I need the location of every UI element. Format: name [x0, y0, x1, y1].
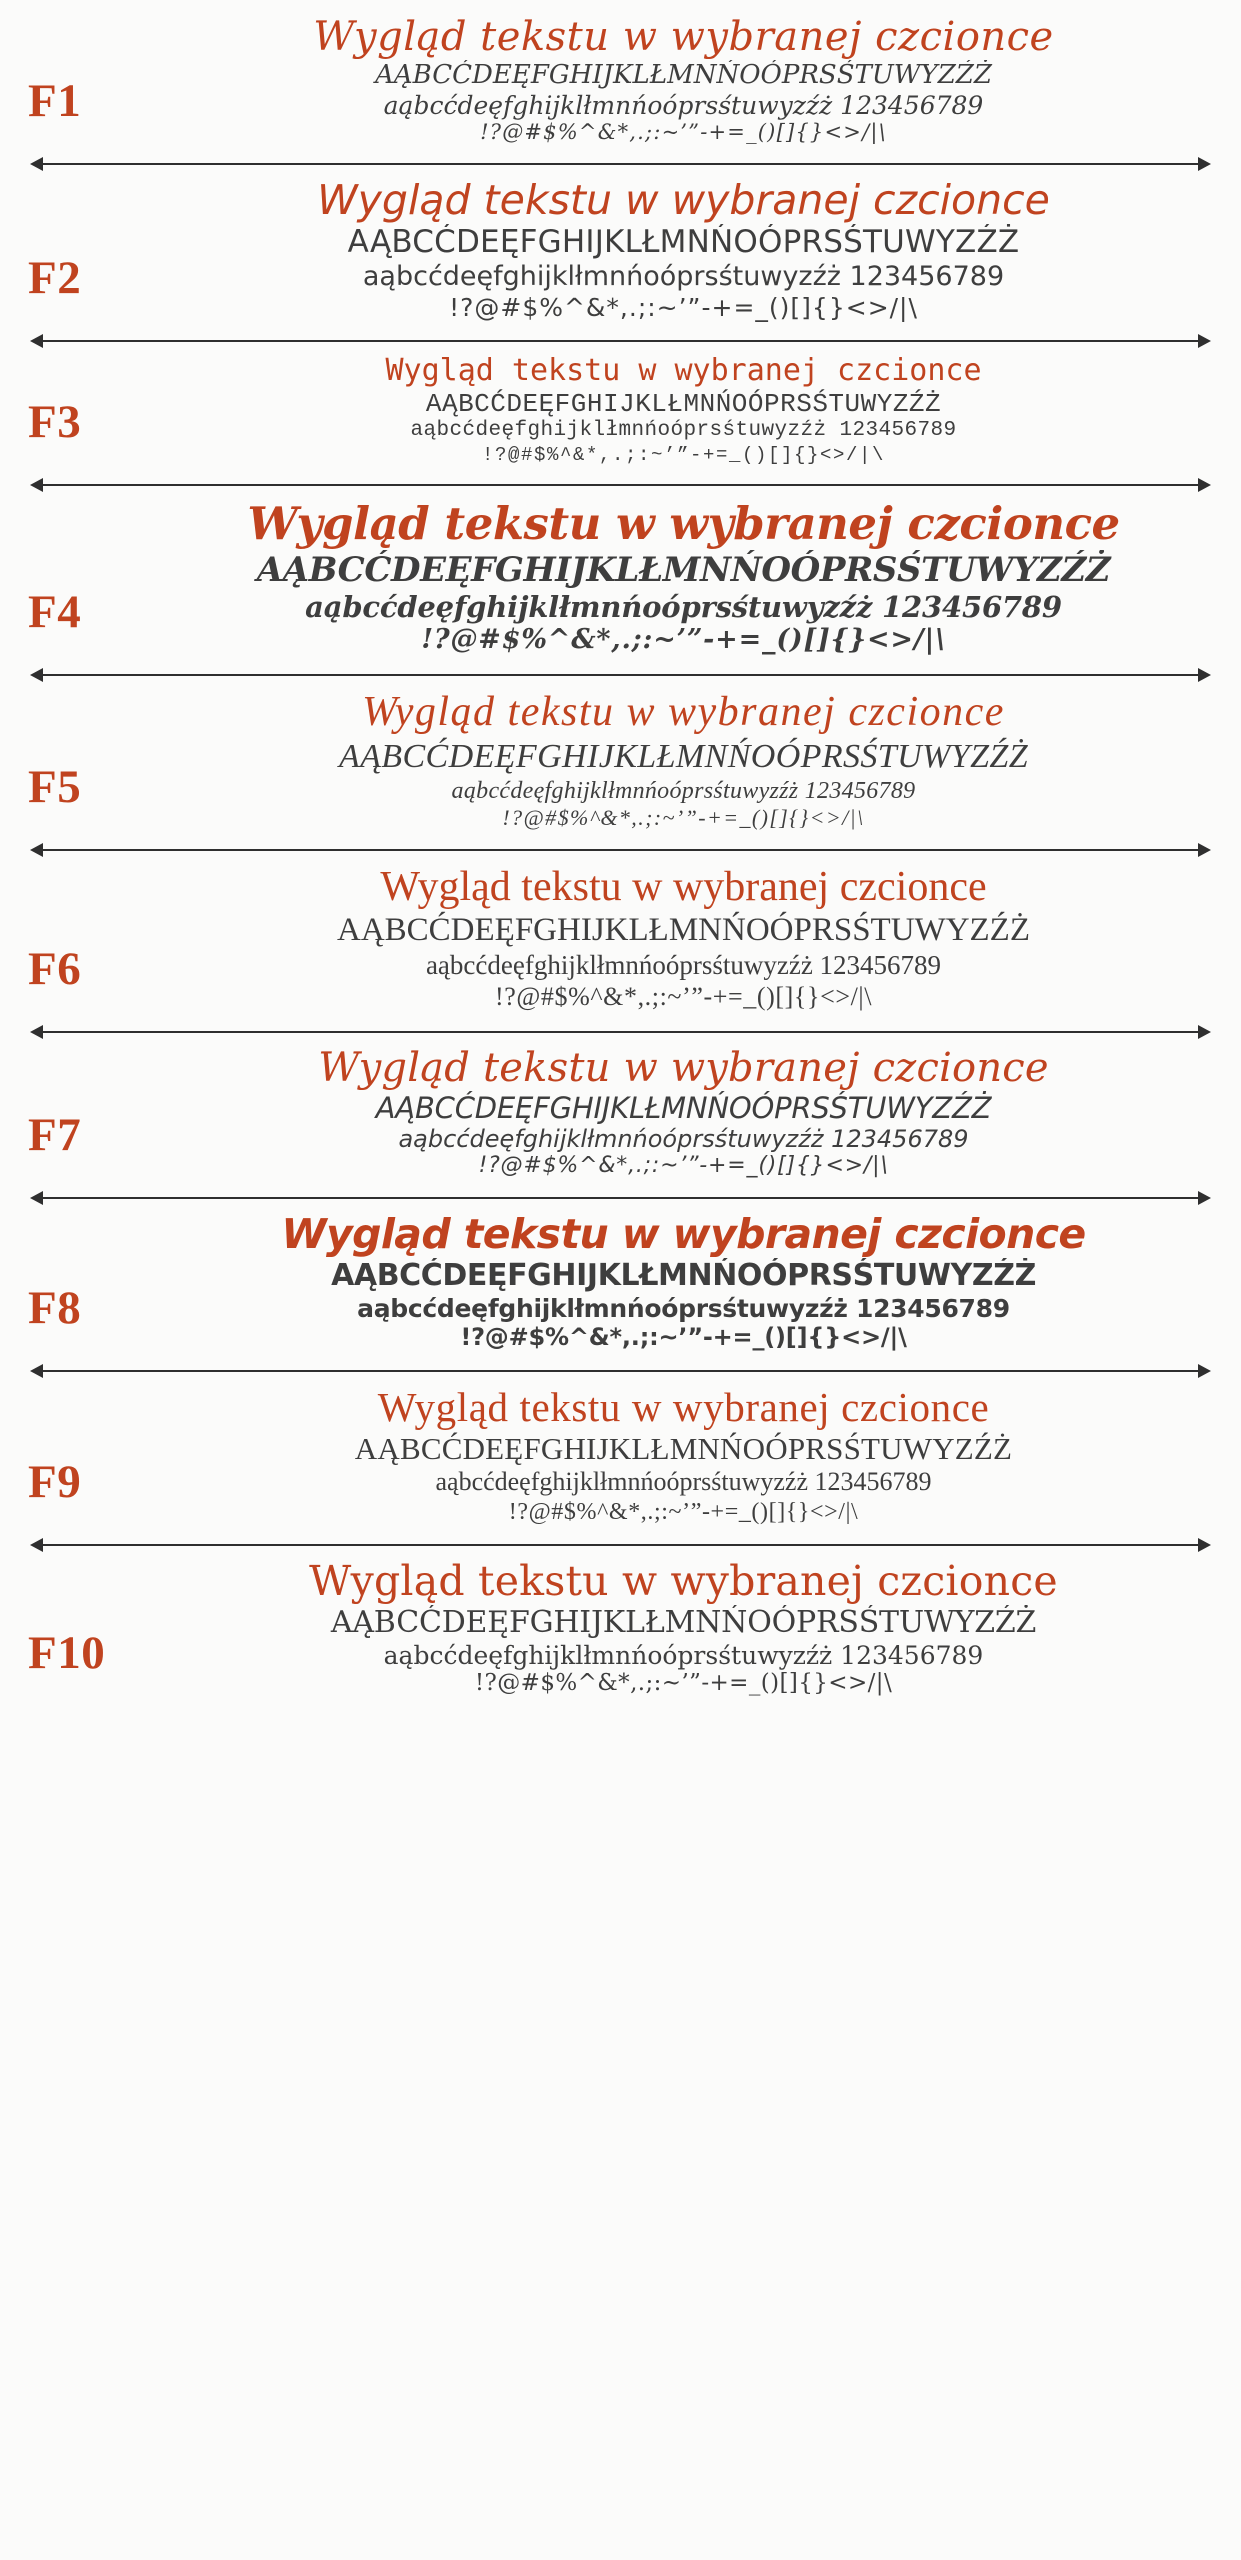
specimen-symbols-f7: !?@#$%^&*,.;:~’”-+=_()[]{}<>/|\	[478, 1153, 889, 1179]
arrow-right-icon	[1198, 334, 1211, 348]
divider-line	[42, 1544, 1199, 1546]
specimen-label-f10: F10	[28, 1627, 106, 1680]
arrow-right-icon	[1198, 1025, 1211, 1039]
specimen-lowercase-f9: aąbcćdeęfghijklłmnńoóprsśtuwyzźż 123456789	[435, 1467, 932, 1497]
specimen-title-f4: Wygląd tekstu w wybranej czcionce	[247, 498, 1120, 551]
divider-rule-9	[28, 1538, 1213, 1552]
divider-line	[42, 1370, 1199, 1372]
specimen-f9	[18, 1380, 1223, 1533]
specimen-symbols-f1: !?@#$%^&*,.;:~’”-+=_()[]{}<>/|\	[480, 120, 887, 145]
specimen-uppercase-f1: AĄBCĆDEĘFGHIJKLŁMNŃOÓPRSŚTUWYZŹŻ	[375, 60, 992, 90]
specimen-f2	[18, 173, 1223, 328]
specimen-uppercase-f4: AĄBCĆDEĘFGHIJKLŁMNŃOÓPRSŚTUWYZŹŻ	[256, 550, 1111, 591]
specimen-uppercase-f7: AĄBCĆDEĘFGHIJKLŁMNŃOÓPRSŚTUWYZŹŻ	[375, 1090, 992, 1125]
arrow-right-icon	[1198, 668, 1211, 682]
arrow-right-icon	[1198, 1538, 1211, 1552]
divider-line	[42, 484, 1199, 486]
specimen-label-f8: F8	[28, 1281, 82, 1334]
specimen-label-f2: F2	[28, 252, 82, 305]
specimen-block-f2	[150, 177, 1217, 322]
arrow-right-icon	[1198, 1191, 1211, 1205]
specimen-lowercase-f7: aąbcćdeęfghijklłmnńoóprsśtuwyzźż 123456789	[398, 1124, 969, 1153]
divider-rule-8	[28, 1364, 1213, 1378]
specimen-f6	[18, 859, 1223, 1019]
specimen-uppercase-f9: AĄBCĆDEĘFGHIJKLŁMNŃOÓPRSŚTUWYZŹŻ	[354, 1430, 1013, 1466]
specimen-block-f1	[150, 14, 1217, 145]
specimen-title-f6: Wygląd tekstu w wybranej czcionce	[380, 863, 987, 910]
divider-line	[42, 340, 1199, 342]
specimen-lowercase-f1: aąbcćdeęfghijklłmnńoóprsśtuwyzźż 123456789	[383, 90, 984, 120]
specimen-symbols-f6: !?@#$%^&*,.;:~’”-+=_()[]{}<>/|\	[494, 982, 873, 1012]
specimen-symbols-f3: !?@#$%^&*,.;:~’”-+=_()[]{}<>/|\	[481, 443, 886, 466]
specimen-f5	[18, 684, 1223, 837]
specimen-lowercase-f3: aąbcćdeęfghijklłmnńoóprsśtuwyzźż 123456789	[410, 419, 957, 443]
specimen-lowercase-f8: aąbcćdeęfghijklłmnńoóprsśtuwyzźż 123456789	[357, 1293, 1010, 1323]
divider-rule-2	[28, 334, 1213, 348]
specimen-lowercase-f10: aąbcćdeęfghijklłmnńoóprsśtuwyzźż 123456789	[383, 1640, 984, 1670]
specimen-symbols-f5: !?@#$%^&*,.;:~’”-+=_()[]{}<>/|\	[502, 805, 865, 831]
arrow-right-icon	[1198, 1364, 1211, 1378]
arrow-right-icon	[1198, 157, 1211, 171]
specimen-symbols-f9: !?@#$%^&*,.;:~’”-+=_()[]{}<>/|\	[508, 1498, 859, 1525]
specimen-uppercase-f8: AĄBCĆDEĘFGHIJKLŁMNŃOÓPRSŚTUWYZŹŻ	[331, 1258, 1036, 1294]
specimen-title-f2: Wygląd tekstu w wybranej czcionce	[317, 176, 1050, 224]
specimen-symbols-f10: !?@#$%^&*,.;:~’”-+=_()[]{}<>/|\	[474, 1670, 893, 1697]
divider-line	[42, 849, 1199, 851]
specimen-title-f5: Wygląd tekstu w wybranej czcionce	[362, 689, 1005, 736]
specimen-lowercase-f5: aąbcćdeęfghijklłmnńoóprsśtuwyzźż 123456789	[451, 777, 916, 804]
specimen-title-f1: Wygląd tekstu w wybranej czcionce	[313, 14, 1054, 60]
divider-rule-4	[28, 668, 1213, 682]
specimen-block-f3	[150, 354, 1217, 466]
specimen-label-f3: F3	[28, 396, 82, 449]
divider-rule-6	[28, 1025, 1213, 1039]
specimen-block-f5	[150, 688, 1217, 831]
specimen-label-f6: F6	[28, 942, 82, 995]
specimen-lowercase-f2: aąbcćdeęfghijklłmnńoóprsśtuwyzźż 123456789	[362, 260, 1005, 292]
arrow-right-icon	[1198, 843, 1211, 857]
specimen-label-f1: F1	[28, 74, 82, 127]
specimen-uppercase-f2: AĄBCĆDEĘFGHIJKLŁMNŃOÓPRSŚTUWYZŹŻ	[347, 224, 1020, 261]
specimen-f8	[18, 1207, 1223, 1357]
specimen-label-f9: F9	[28, 1456, 82, 1509]
divider-rule-7	[28, 1191, 1213, 1205]
specimen-f3	[18, 350, 1223, 472]
divider-line	[42, 674, 1199, 676]
specimen-label-f5: F5	[28, 760, 82, 813]
specimen-lowercase-f4: aąbcćdeęfghijklłmnńoóprsśtuwyzźż 123456789	[305, 590, 1062, 625]
specimen-uppercase-f3: AĄBCĆDEĘFGHIJKLŁMNŃOÓPRSŚTUWYZŹŻ	[425, 388, 942, 419]
specimen-label-f4: F4	[28, 586, 82, 639]
specimen-uppercase-f5: AĄBCĆDEĘFGHIJKLŁMNŃOÓPRSŚTUWYZŹŻ	[338, 737, 1029, 775]
specimen-block-f6	[150, 863, 1217, 1013]
specimen-f4	[18, 494, 1223, 662]
specimen-f7	[18, 1041, 1223, 1185]
specimen-symbols-f8: !?@#$%^&*,.;:~’”-+=_()[]{}<>/|\	[460, 1323, 907, 1352]
specimen-lowercase-f6: aąbcćdeęfghijklłmnńoóprsśtuwyzźż 123456789	[425, 950, 942, 981]
specimen-f10	[18, 1554, 1223, 1703]
divider-rule-5	[28, 843, 1213, 857]
specimen-uppercase-f6: AĄBCĆDEĘFGHIJKLŁMNŃOÓPRSŚTUWYZŹŻ	[336, 912, 1031, 949]
divider-rule-3	[28, 478, 1213, 492]
specimen-title-f10: Wygląd tekstu w wybranej czcionce	[309, 1558, 1058, 1606]
specimen-title-f7: Wygląd tekstu w wybranej czcionce	[318, 1044, 1049, 1091]
arrow-right-icon	[1198, 478, 1211, 492]
specimen-symbols-f2: !?@#$%^&*,.;:~’”-+=_()[]{}<>/|\	[449, 292, 918, 322]
specimen-title-f3: Wygląd tekstu w wybranej czcionce	[385, 354, 982, 389]
specimen-uppercase-f10: AĄBCĆDEĘFGHIJKLŁMNŃOÓPRSŚTUWYZŹŻ	[330, 1605, 1037, 1641]
specimen-block-f10	[150, 1558, 1217, 1697]
specimen-block-f9	[150, 1384, 1217, 1527]
divider-line	[42, 1197, 1199, 1199]
specimen-title-f9: Wygląd tekstu w wybranej czcionce	[377, 1383, 990, 1430]
specimen-block-f4	[150, 498, 1217, 656]
specimen-symbols-f4: !?@#$%^&*,.;:~’”-+=_()[]{}<>/|\	[421, 624, 946, 656]
specimen-label-f7: F7	[28, 1109, 82, 1162]
divider-line	[42, 1031, 1199, 1033]
divider-line	[42, 163, 1199, 165]
divider-rule-1	[28, 157, 1213, 171]
specimen-block-f7	[150, 1045, 1217, 1179]
specimen-block-f8	[150, 1211, 1217, 1351]
specimen-f1	[18, 10, 1223, 151]
specimen-title-f8: Wygląd tekstu w wybranej czcionce	[281, 1211, 1086, 1259]
